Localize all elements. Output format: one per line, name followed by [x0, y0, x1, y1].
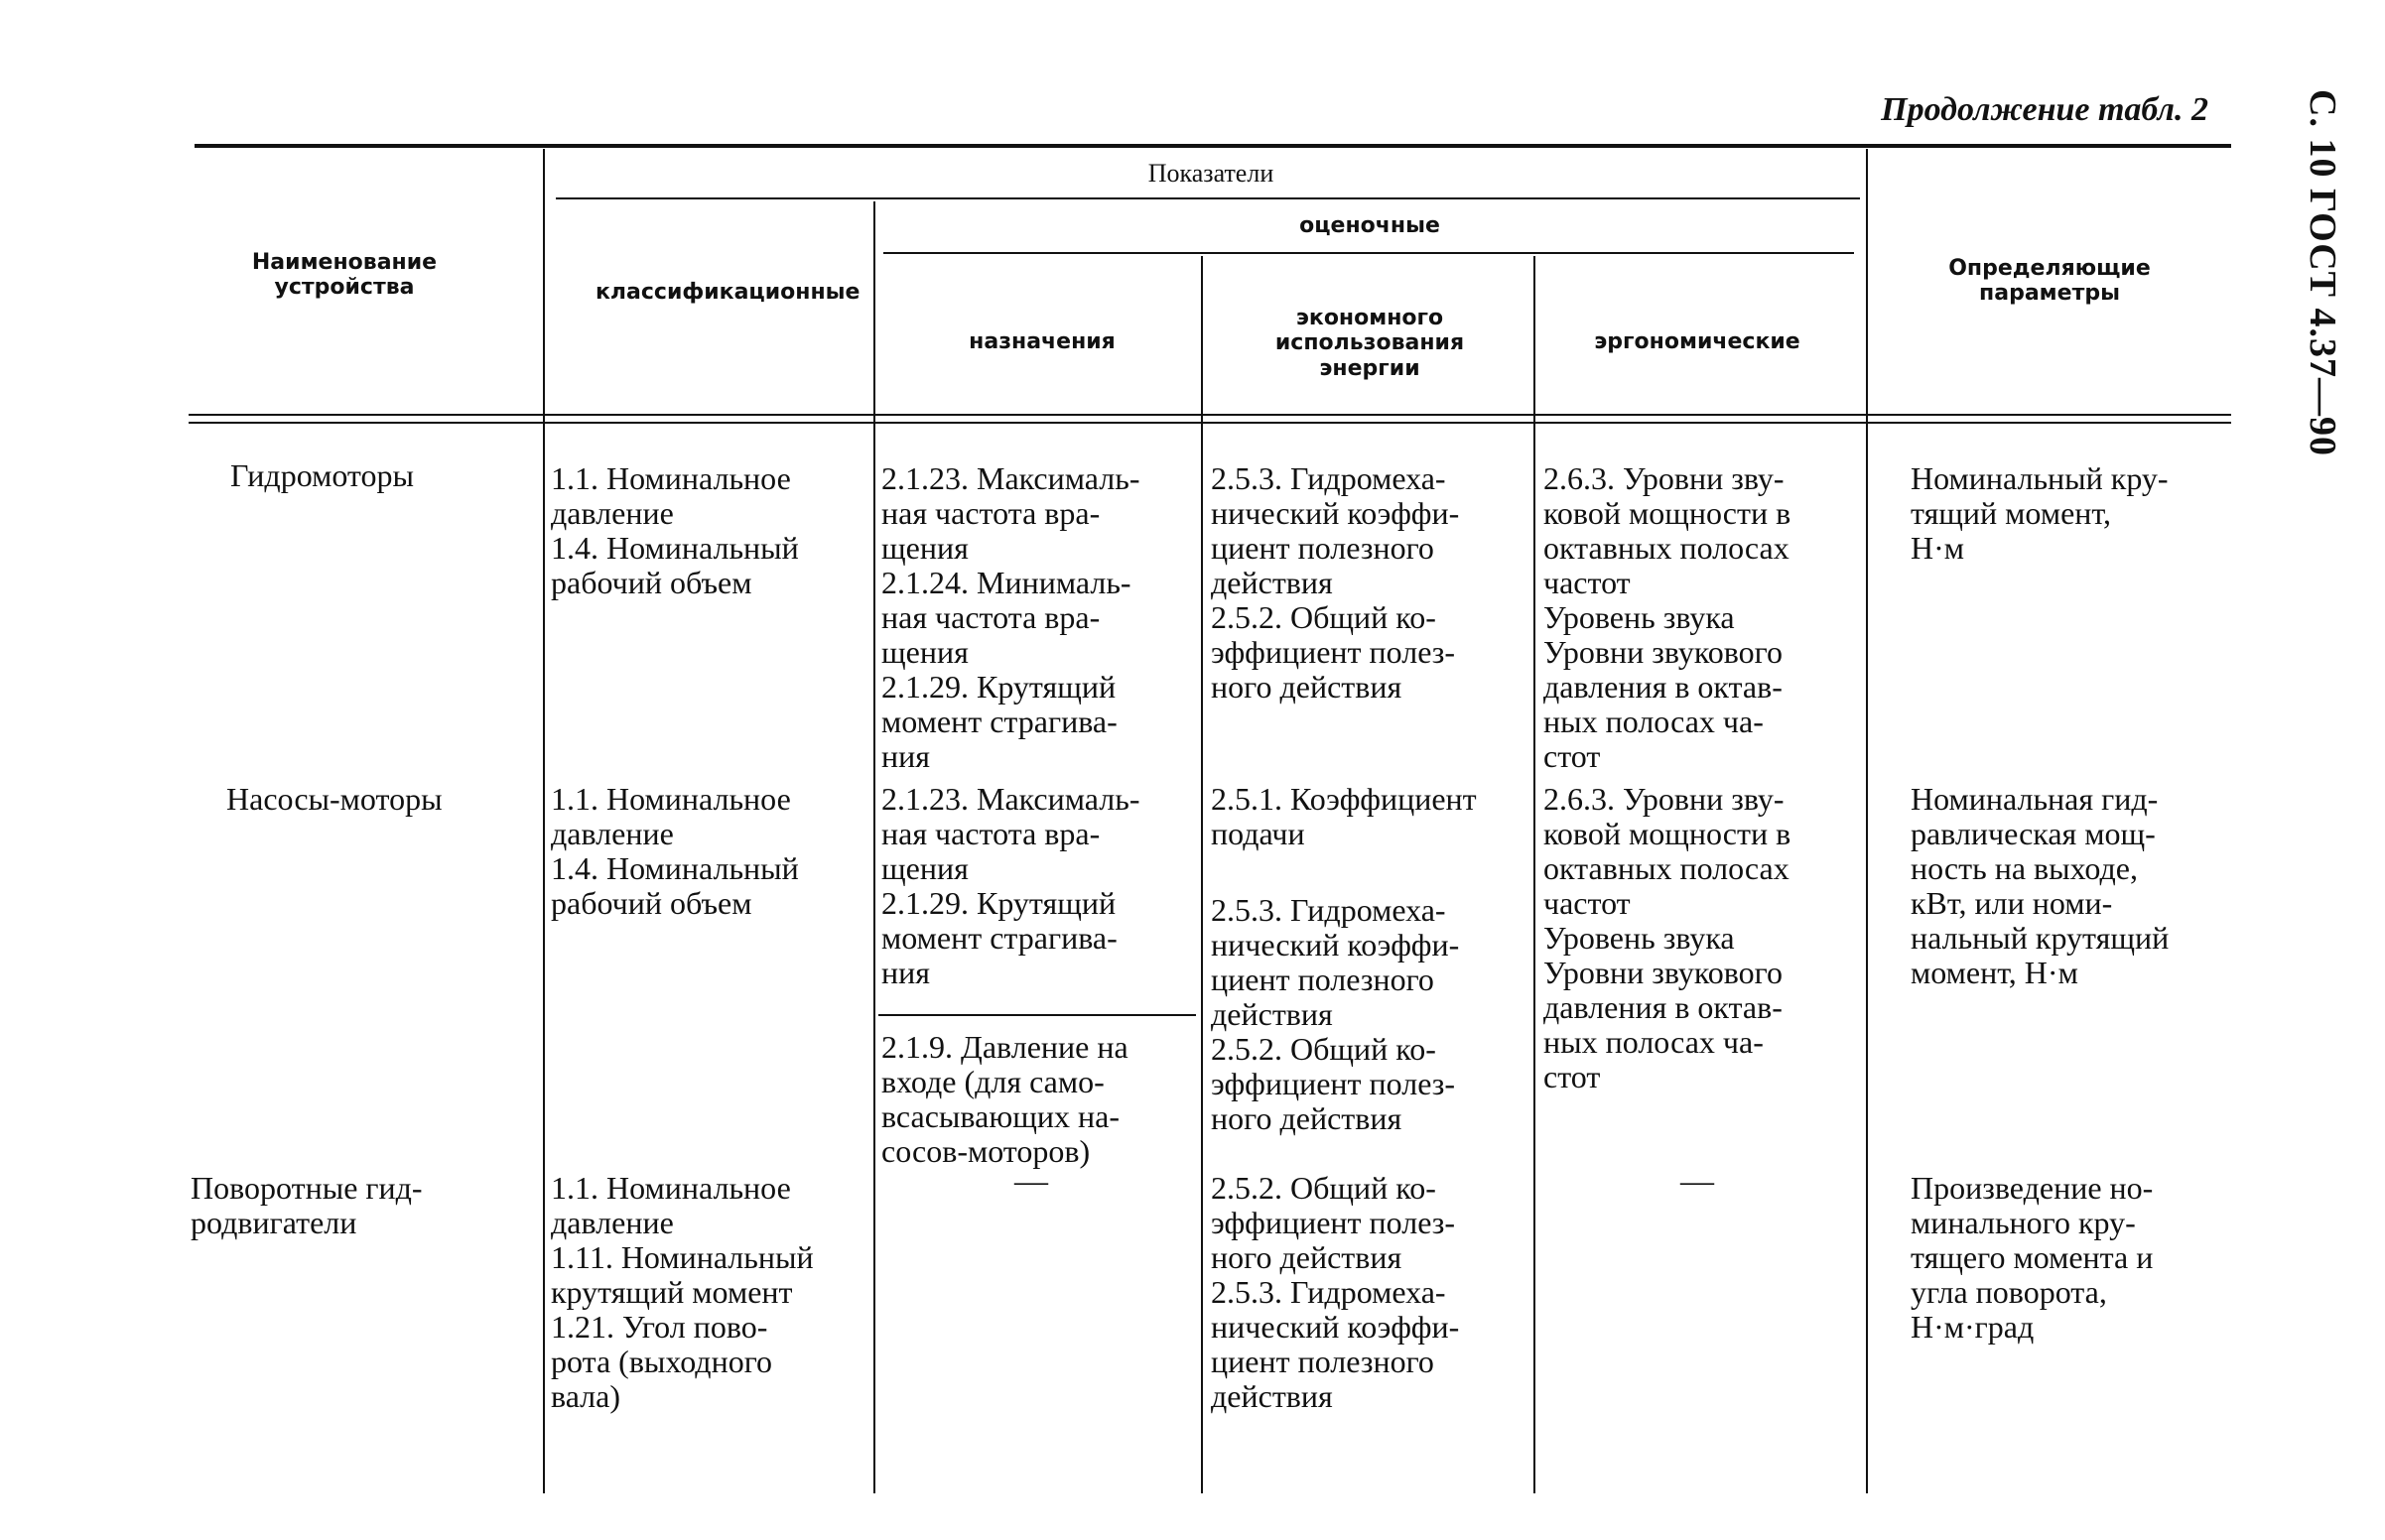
row3-ergonomic-dash: — [1680, 1163, 1714, 1200]
table-top-rule [195, 144, 2231, 148]
header-indicators: Показатели [1147, 159, 1274, 188]
row2-device: Насосы-моторы [226, 781, 443, 817]
evaluative-rule [883, 252, 1854, 254]
header-defining: Определяющие параметры [1948, 256, 2151, 307]
continuation-caption: Продолжение табл. 2 [1881, 91, 2208, 128]
row2-ergonomic: 2.6.3. Уровни зву- ковой мощности в октавных полосах частот Уровень звука Уровни звукового давления в октав- ных полосах ча- стот [1543, 781, 1791, 1094]
header-device: Наименование устройства [251, 250, 438, 301]
row1-energy: 2.5.3. Гидромеха- нический коэффи- циент полезного действия 2.5.2. Общий ко- эффициент полез- ного действия [1211, 460, 1460, 705]
header-classification: классификационные [596, 280, 861, 305]
header-purpose: назначения [969, 329, 1116, 354]
row3-purpose-dash: — [1014, 1163, 1048, 1200]
header-energy: экономного использования энергии [1274, 306, 1465, 381]
row2-energy: 2.5.1. Коэффициент подачи [1211, 781, 1477, 851]
row2-defining: Номинальная гид- равлическая мощ- ность на выходе, кВт, или номи- нальный крутящий момент, Н·м [1911, 781, 2170, 990]
row3-defining: Произведение но- минального кру- тящего момента и угла поворота, Н·м·град [1911, 1170, 2154, 1345]
row1-defining: Номинальный кру- тящий момент, Н·м [1911, 460, 2169, 566]
col-divider-2 [873, 201, 875, 1493]
row1-device: Гидромоторы [230, 457, 414, 493]
header-evaluative: оценочные [1299, 213, 1440, 238]
row2-classification: 1.1. Номинальное давление 1.4. Номинальный рабочий объем [551, 781, 799, 921]
header-bottom-rule-1 [189, 414, 2231, 416]
col-divider-5 [1866, 149, 1868, 1493]
header-ergonomic: эргономические [1594, 329, 1800, 354]
row2-purpose-extra: 2.1.9. Давление на входе (для само- всасывающих на- сосов-моторов) [881, 1029, 1128, 1169]
col-divider-1 [543, 149, 545, 1493]
indicators-rule [556, 197, 1860, 199]
row1-classification: 1.1. Номинальное давление 1.4. Номинальный рабочий объем [551, 460, 799, 600]
row1-purpose: 2.1.23. Максималь- ная частота вра- щения 2.1.24. Минималь- ная частота вра- щения 2.1.29. Крутящий момент страгива- ния [881, 460, 1140, 774]
page-number-label: С. 10 ГОСТ 4.37—90 [2302, 89, 2343, 456]
header-bottom-rule-2 [189, 422, 2231, 424]
row3-energy: 2.5.2. Общий ко- эффициент полез- ного действия 2.5.3. Гидромеха- нический коэффи- циент полезного действия [1211, 1170, 1460, 1414]
row1-ergonomic: 2.6.3. Уровни зву- ковой мощности в октавных полосах частот Уровень звука Уровни звукового давления в октав- ных полосах ча- стот [1543, 460, 1791, 774]
row3-classification: 1.1. Номинальное давление 1.11. Номинальный крутящий момент 1.21. Угол пово- рота (выходного вала) [551, 1170, 814, 1414]
purpose-split-rule [878, 1014, 1196, 1016]
row3-device: Поворотные гид- родвигатели [191, 1170, 423, 1240]
row2-energy-extra: 2.5.3. Гидромеха- нический коэффи- циент полезного действия 2.5.2. Общий ко- эффициент полез- ного действия [1211, 892, 1460, 1136]
col-divider-3 [1201, 256, 1203, 1493]
col-divider-4 [1533, 256, 1535, 1493]
row2-purpose: 2.1.23. Максималь- ная частота вра- щения 2.1.29. Крутящий момент страгива- ния [881, 781, 1140, 990]
